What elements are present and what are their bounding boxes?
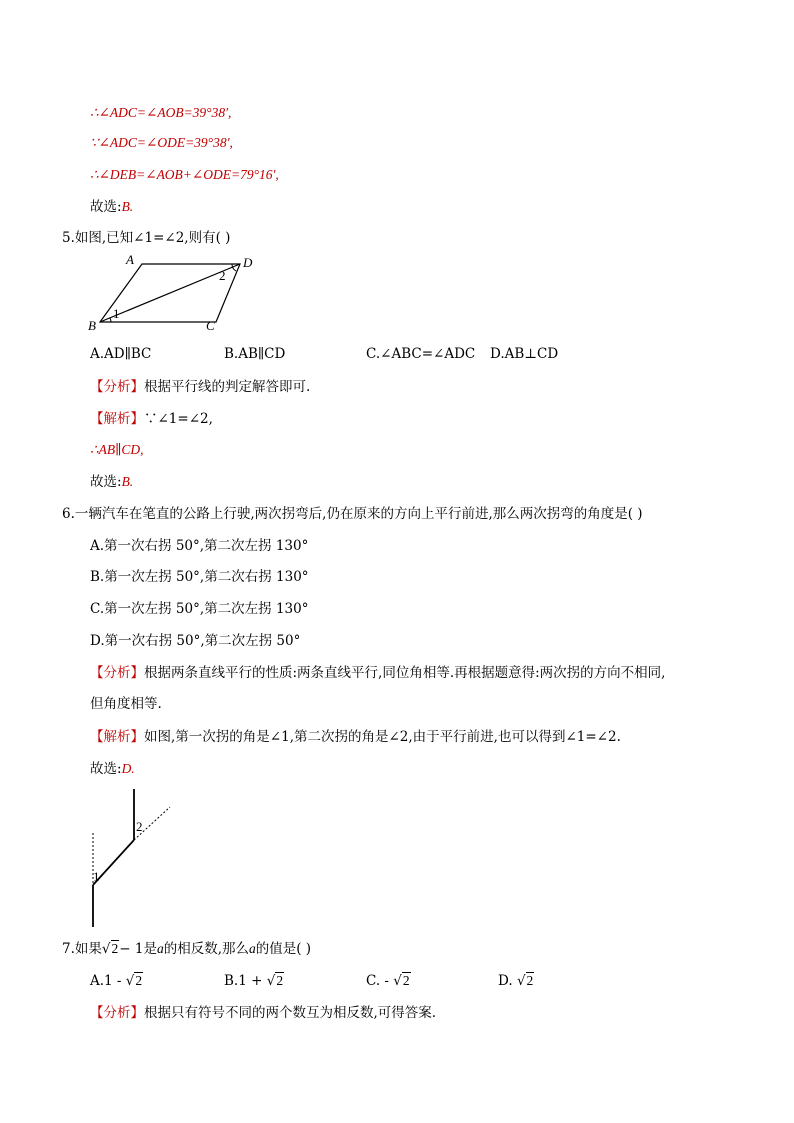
q5-option-d: D.AB⊥CD xyxy=(490,346,559,362)
sqrt-expression: √2 xyxy=(516,973,534,989)
q5-stem: 5.如图,已知∠1=∠2,则有( ) xyxy=(62,230,231,246)
stem-mid: − 1是 xyxy=(119,941,157,957)
vertex-a: A xyxy=(126,252,134,267)
prev-step-3: ∴∠DEB=∠AOB+∠ODE=79°16′, xyxy=(90,167,279,182)
option-label: D. xyxy=(498,973,513,989)
q6-option-c: C.第一次左拐 50°,第二次左拐 130° xyxy=(90,601,309,617)
stem-mid2: 的相反数,那么 xyxy=(163,941,249,957)
angle-1-label: 1 xyxy=(113,306,120,321)
vertex-b: B xyxy=(88,318,96,333)
answer-prefix: 故选: xyxy=(90,474,122,490)
q6-stem: 6.一辆汽车在笔直的公路上行驶,两次拐弯后,仍在原来的方向上平行前进,那么两次拐弯的角度是( ) xyxy=(62,506,643,522)
q5-option-a: A.AD∥BC xyxy=(90,346,152,362)
angle-1-arc xyxy=(110,318,111,322)
q5-option-c: C.∠ABC=∠ADC xyxy=(366,346,476,362)
q5-answer xyxy=(90,473,133,491)
q5-option-b: B.AB∥CD xyxy=(224,346,286,362)
sqrt-expression: √2 xyxy=(266,973,284,989)
q6-option-d: D.第一次右拐 50°,第二次左拐 50° xyxy=(90,633,301,649)
analysis-text: 根据只有符号不同的两个数互为相反数,可得答案. xyxy=(144,1005,437,1021)
stem-suffix: 的值是( ) xyxy=(255,941,312,957)
q6-answer xyxy=(90,760,135,778)
analysis-label: 【分析】 xyxy=(90,1005,144,1021)
q5-parallelogram-figure xyxy=(86,250,266,336)
stem-var: a xyxy=(156,941,164,956)
angle-2-label: 2 xyxy=(136,819,143,834)
q7-option-d xyxy=(498,972,534,990)
solution-label: 【解析】 xyxy=(90,729,144,745)
option-label: C. - xyxy=(366,973,389,989)
q7-option-c xyxy=(366,972,411,990)
vertex-c: C xyxy=(206,318,215,333)
q7-analysis xyxy=(90,1004,436,1022)
q7-stem xyxy=(62,940,311,958)
q5-solution-step-2: ∴AB∥CD, xyxy=(90,442,144,457)
sqrt-expression: √2 xyxy=(125,973,143,989)
answer-value: B. xyxy=(121,474,134,489)
angle-2-arc xyxy=(232,264,236,271)
answer-prefix: 故选: xyxy=(90,199,122,215)
option-label: A.1 - xyxy=(90,973,122,989)
q6-option-a: A.第一次右拐 50°,第二次左拐 130° xyxy=(90,538,309,554)
angle-2-label: 2 xyxy=(219,268,226,283)
q6-option-b: B.第一次左拐 50°,第二次右拐 130° xyxy=(90,569,309,585)
solution-text: ∵∠1=∠2, xyxy=(144,411,213,427)
q7-option-b xyxy=(224,972,284,990)
prev-answer xyxy=(90,198,133,216)
angle-1-label: 1 xyxy=(93,869,100,884)
q6-analysis-cont: 但角度相等. xyxy=(90,696,162,712)
answer-value: D. xyxy=(121,761,135,776)
q5-analysis xyxy=(90,378,310,396)
sqrt-expression: √2 xyxy=(101,941,119,957)
prev-step-1: ∴∠ADC=∠AOB=39°38′, xyxy=(90,105,232,120)
q5-solution xyxy=(90,410,213,428)
sqrt-expression: √2 xyxy=(393,973,410,989)
q6-road-turn-figure xyxy=(80,785,180,930)
analysis-label: 【分析】 xyxy=(90,665,144,681)
answer-prefix: 故选: xyxy=(90,761,122,777)
solution-text: 如图,第一次拐的角是∠1,第二次拐的角是∠2,由于平行前进,也可以得到∠1=∠2. xyxy=(144,729,621,745)
q7-option-a xyxy=(90,972,143,990)
stem-prefix: 7.如果 xyxy=(62,941,102,957)
prev-step-2: ∵∠ADC=∠ODE=39°38′, xyxy=(90,135,233,150)
option-label: B.1 + xyxy=(224,973,263,989)
solution-label: 【解析】 xyxy=(90,411,144,427)
q6-solution xyxy=(90,728,621,746)
q6-analysis xyxy=(90,664,665,682)
vertex-d: D xyxy=(243,255,253,270)
stem-var2: a xyxy=(249,941,256,956)
answer-value: B. xyxy=(121,199,134,214)
analysis-label: 【分析】 xyxy=(90,379,144,395)
analysis-text: 根据两条直线平行的性质:两条直线平行,同位角相等.再根据题意得:两次拐的方向不相同, xyxy=(144,665,666,681)
analysis-text: 根据平行线的判定解答即可. xyxy=(144,379,311,395)
